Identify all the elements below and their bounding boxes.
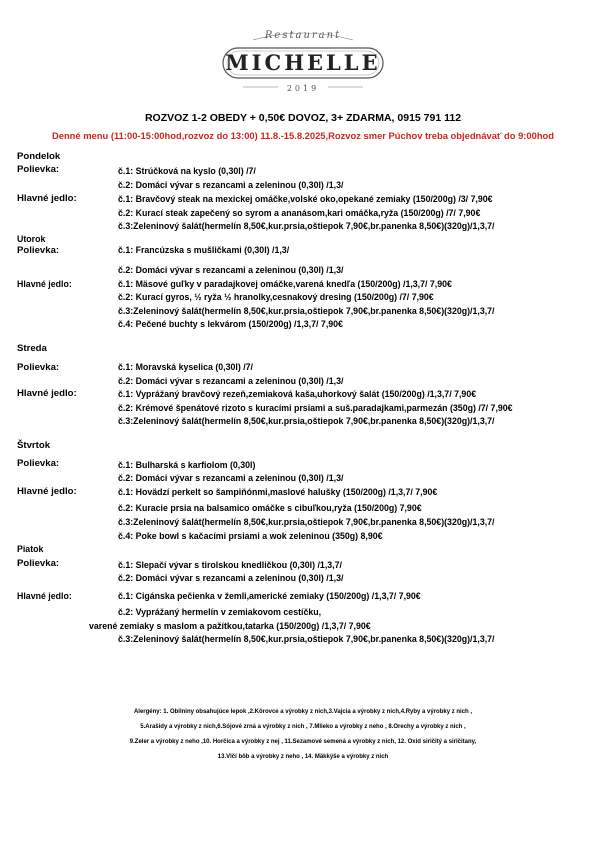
soup-label-tuesday: Polievka: bbox=[17, 245, 60, 256]
allergens-line: 9.Zeler a výrobky z neho ,10. Horčica a výrobky z nej , 11.Sezamové semená a výrobky z nich, 12. Oxid siričitý a siričitany, bbox=[129, 739, 477, 745]
soup-label-thursday: Polievka: bbox=[17, 458, 60, 469]
menu-item: č.2: Vyprážaný hermelín v zemiakovom cestíčku, bbox=[118, 607, 322, 617]
soup-label-monday: Polievka: bbox=[17, 164, 60, 175]
menu-item: č.2: Kuracie prsia na balsamico omáčke s cibuľkou,ryža (150/200g) 7,90€ bbox=[118, 503, 422, 513]
menu-item: č.4: Poke bowl s kačacími prsiami a wok zeleninou (350g) 8,90€ bbox=[118, 531, 383, 541]
allergens-line: Alergény: 1. Obilniny obsahujúce lepok ,2.Kôrovce a výrobky z nich,3.Vajcia a výrobky z nich,4.Ryby a výrobky z nich , bbox=[133, 709, 473, 715]
menu-item: č.2: Domáci vývar s rezancami a zeleninou (0,30l) /1,3/ bbox=[118, 573, 344, 583]
menu-item: č.1: Strúčková na kyslo (0,30l) /7/ bbox=[118, 166, 256, 176]
day-title-tuesday: Utorok bbox=[17, 234, 46, 244]
menu-item: č.1: Moravská kyselica (0,30l) /7/ bbox=[118, 362, 253, 372]
menu-item: č.3:Zeleninový šalát(hermelín 8,50€,kur.prsia,oštiepok 7,90€,br.panenka 8,50€)(320g)/1,3,7/ bbox=[118, 517, 495, 527]
menu-dates-subline: Denné menu (11:00-15:00hod,rozvoz do 13:00) 11.8.-15.8.2025,Rozvoz smer Púchov treba objednávať do 9:00hod bbox=[51, 130, 555, 141]
soup-label-wednesday: Polievka: bbox=[17, 362, 60, 373]
menu-item: č.3:Zeleninový šalát(hermelín 8,50€,kur.prsia,oštiepok 7,90€,br.panenka 8,50€)(320g)/1,3,7/ bbox=[118, 221, 495, 231]
restaurant-logo bbox=[213, 28, 393, 98]
menu-item: č.2: Krémové špenátové rizoto s kuracími prsiami a suš.paradajkami,parmezán (350g) /7/ 7,90€ bbox=[118, 403, 513, 413]
menu-item: č.2: Domáci vývar s rezancami a zeleninou (0,30l) /1,3/ bbox=[118, 265, 344, 275]
menu-item: č.1: Bulharská s karfiolom (0,30l) bbox=[118, 460, 256, 470]
logo-year: 2019 bbox=[286, 84, 320, 93]
menu-item: č.1: Slepačí vývar s tirolskou knedličkou (0,30l) /1,3,7/ bbox=[118, 560, 342, 570]
soup-label-friday: Polievka: bbox=[17, 558, 60, 569]
menu-item: č.2: Domáci vývar s rezancami a zeleninou (0,30l) /1,3/ bbox=[118, 180, 344, 190]
allergens-line: 5.Arašidy a výrobky z nich,6.Sójové zrná a výrobky z nich , 7.Mlieko a výrobky z neho , 8.Orechy a výrobky z nich , bbox=[140, 724, 466, 730]
menu-item: č.1: Mäsové guľky v paradajkovej omáčke,varená knedľa (150/200g) /1,3,7/ 7,90€ bbox=[118, 279, 452, 289]
menu-item: č.3:Zeleninový šalát(hermelín 8,50€,kur.prsia,oštiepok 7,90€,br.panenka 8,50€)(320g)/1,3,7/ bbox=[118, 416, 495, 426]
main-label-wednesday: Hlavné jedlo: bbox=[17, 388, 77, 399]
main-label-monday: Hlavné jedlo: bbox=[17, 193, 77, 204]
menu-item: č.1: Vyprážaný bravčový rezeň,zemiaková kaša,uhorkový šalát (150/200g) /1,3,7/ 7,90€ bbox=[118, 389, 477, 399]
main-label-thursday: Hlavné jedlo: bbox=[17, 486, 77, 497]
menu-item: varené zemiaky s maslom a pažítkou,tatarka (150/200g) /1,3,7/ 7,90€ bbox=[89, 621, 371, 631]
menu-item: č.1: Francúzska s mušličkami (0,30l) /1,3/ bbox=[118, 245, 290, 255]
allergens-note bbox=[20, 705, 586, 765]
day-title-thursday: Štvrtok bbox=[17, 440, 51, 451]
menu-item: č.1: Hovädzí perkelt so šampiňónmi,maslové halušky (150/200g) /1,3,7/ 7,90€ bbox=[118, 487, 438, 497]
menu-item: č.2: Domáci vývar s rezancami a zeleninou (0,30l) /1,3/ bbox=[118, 376, 344, 386]
day-title-monday: Pondelok bbox=[17, 151, 61, 162]
menu-item: č.1: Bravčový steak na mexickej omáčke,volské oko,opekané zemiaky (150/200g) /3/ 7,90€ bbox=[118, 194, 493, 204]
allergens-line: 13.Vlčí bôb a výrobky z neho , 14. Mäkkýše a výrobky z nich bbox=[217, 754, 389, 760]
menu-item: č.3:Zeleninový šalát(hermelín 8,50€,kur.prsia,oštiepok 7,90€,br.panenka 8,50€)(320g)/1,3,7/ bbox=[118, 306, 495, 316]
logo-script-text: Restaurant bbox=[264, 30, 342, 41]
delivery-headline: ROZVOZ 1-2 OBEDY + 0,50€ DOVOZ, 3+ ZDARMA, 0915 791 112 bbox=[144, 112, 462, 124]
menu-item: č.2: Kurací steak zapečený so syrom a ananásom,kari omáčka,ryža (150/200g) /7/ 7,90€ bbox=[118, 208, 481, 218]
menu-item: č.2: Domáci vývar s rezancami a zeleninou (0,30l) /1,3/ bbox=[118, 473, 344, 483]
menu-item: č.2: Kurací gyros, ½ ryža ½ hranolky,cesnakový dresing (150/200g) /7/ 7,90€ bbox=[118, 292, 434, 302]
main-label-tuesday: Hlavné jedlo: bbox=[17, 279, 72, 289]
day-title-friday: Piatok bbox=[17, 544, 44, 554]
main-label-friday: Hlavné jedlo: bbox=[17, 591, 72, 601]
menu-item: č.3:Zeleninový šalát(hermelín 8,50€,kur.prsia,oštiepok 7,90€,br.panenka 8,50€)(320g)/1,3,7/ bbox=[118, 634, 495, 644]
logo-name: MICHELLE bbox=[225, 50, 381, 75]
menu-item: č.4: Pečené buchty s lekvárom (150/200g) /1,3,7/ 7,90€ bbox=[118, 319, 343, 329]
day-title-wednesday: Streda bbox=[17, 343, 47, 354]
menu-item: č.1: Cigánska pečienka v žemli,americké zemiaky (150/200g) /1,3,7/ 7,90€ bbox=[118, 591, 421, 601]
